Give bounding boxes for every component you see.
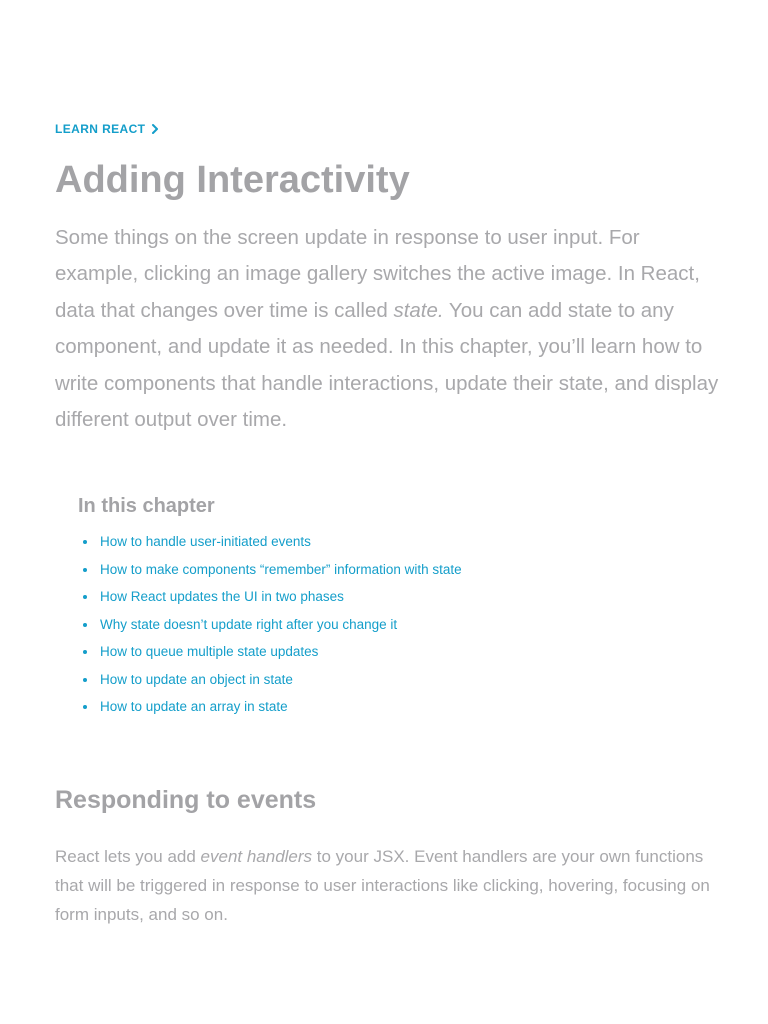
chapter-link[interactable]: How to make components “remember” information with state	[100, 561, 462, 577]
intro-text-end: You can add state to any component, and update it as needed. In this chapter, you’ll learn how to write components that handle interactions, update their state, and display different output over time.	[55, 298, 719, 432]
list-item	[78, 611, 698, 639]
page-title: Adding Interactivity	[55, 159, 410, 201]
chapter-link[interactable]: How to queue multiple state updates	[100, 644, 319, 659]
breadcrumb-label: LEARN REACT	[55, 122, 146, 136]
list-item	[78, 638, 698, 666]
chapter-link[interactable]: Why state doesn’t update right after you change it	[100, 616, 398, 632]
list-item	[78, 693, 698, 721]
in-this-chapter	[78, 490, 698, 721]
section-text-start: React lets you add	[55, 847, 201, 866]
bullet-icon	[83, 650, 87, 654]
list-item	[78, 583, 698, 611]
bullet-icon	[83, 678, 87, 682]
chapter-link[interactable]: How to update an array in state	[100, 699, 288, 714]
chapter-list	[78, 528, 698, 721]
bullet-icon	[83, 568, 87, 572]
bullet-icon	[83, 595, 87, 599]
intro-paragraph	[55, 220, 720, 438]
chapter-link[interactable]: How to handle user-initiated events	[100, 534, 311, 549]
section-paragraph	[55, 842, 725, 929]
list-item	[78, 556, 698, 584]
section-emphasis: event handlers	[200, 847, 313, 866]
section-heading: Responding to events	[55, 786, 317, 814]
list-item	[78, 666, 698, 694]
section-text-end: to your JSX. Event handlers are your own functions that will be triggered in response to user interactions like clicking, hovering, focusing on form inputs, and so on.	[55, 847, 710, 924]
bullet-icon	[83, 623, 87, 627]
chapter-link[interactable]: How React updates the UI in two phases	[100, 589, 344, 604]
chevron-right-icon	[151, 122, 159, 136]
chapter-heading: In this chapter	[78, 495, 215, 517]
list-item	[78, 528, 698, 556]
intro-emphasis: state.	[393, 298, 444, 322]
breadcrumb[interactable]	[55, 122, 159, 136]
bullet-icon	[83, 540, 87, 544]
intro-text-start: Some things on the screen update in response to user input. For example, clicking an image gallery switches the active image. In React, data that changes over time is called	[55, 226, 700, 322]
chapter-link[interactable]: How to update an object in state	[100, 671, 293, 687]
bullet-icon	[83, 705, 87, 709]
